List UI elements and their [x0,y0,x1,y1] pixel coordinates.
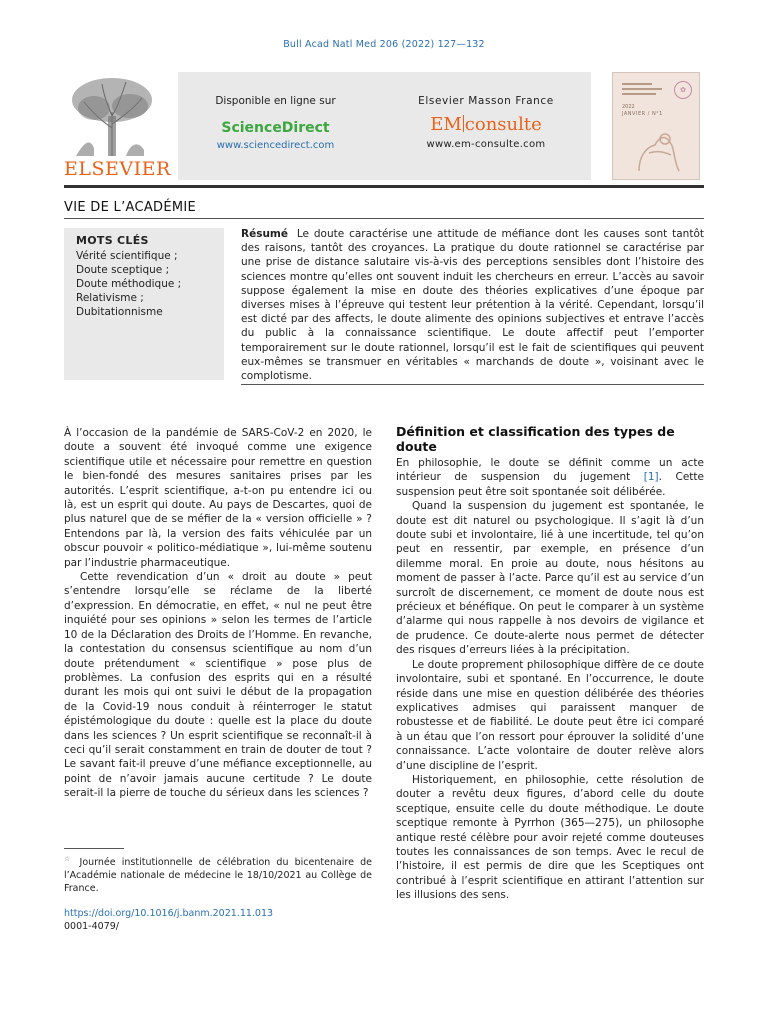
cover-title-line [622,83,652,85]
keywords-list [76,249,181,319]
available-online-label: Disponible en ligne sur [215,95,336,107]
cover-year: 2022 [622,104,635,110]
header-rule [64,185,704,188]
paragraph-text: . Cette suspension peut être soit spontanée soit délibérée. [396,471,704,498]
sciencedirect-block [188,95,363,151]
cover-seal-icon: ✿ [674,81,692,99]
issn: 0001-4079/ [64,921,119,932]
keywords-title: MOTS CLÉS [76,234,149,247]
body-paragraph: Le doute proprement philosophique diffère de ce doute involontaire, subi et spontané. En l’occurrence, le doute réside dans une mise en question délibérée des théories explicatives admises qui paraissent manquer de robustesse et de fiabilité. Le doute peut être ici comparé à un étau que l’on ressort pour éprouver la solidité d’une connaissance. L’acte volontaire de douter relève alors d’une discipline de l’esprit. [396,658,704,772]
footnote-text: Journée institutionnelle de célébration du bicentenaire de l’Académie nationale de médecine le 18/10/2021 au Collège de France. [64,857,372,895]
cover-issue: JANVIER / N°1 [622,111,663,117]
abstract-rule [241,384,704,385]
emconsulte-logo[interactable] [391,114,581,135]
reference-link[interactable]: [1] [643,471,659,484]
section-title: VIE DE L’ACADÉMIE [64,200,197,215]
keyword-item: Doute sceptique ; [76,264,170,276]
footnote-rule [64,848,124,849]
body-paragraph [396,456,704,499]
keywords-box [64,228,224,380]
section-heading: Définition et classification des types de doute [396,424,675,454]
doi-link[interactable]: https://doi.org/10.1016/j.banm.2021.11.013 [64,908,274,919]
cover-illustration [629,125,689,173]
keyword-item: Vérité scientifique ; [76,250,178,262]
body-paragraph: Historiquement, en philosophie, cette résolution de douter a revêtu deux figures, d’abord celle du doute sceptique, ensuite celle du doute méthodique. Le doute sceptique remonte à Pyrrhon (365—275), un philosophe antique resté célèbre pour avoir rejeté comme douteuses toutes les connaissances de son temps. Avec le recul de l’histoire, il est permis de dire que les Sceptiques ont contribué à l’esprit scientifique en attirant l’attention sur les illusions des sens. [396,773,704,902]
cover-title-line [622,93,656,95]
em-logo-divider [463,115,464,132]
sciencedirect-link[interactable]: www.sciencedirect.com [216,140,335,151]
elsevier-masson-label: Elsevier Masson France [418,95,554,107]
footnote-mark: ☆ [64,855,74,863]
abstract-text: Le doute caractérise une attitude de méfiance dont les causes sont tantôt des raisons, tantôt des croyances. La pratique du doute rationnel se caractérise par une prise de distance salutaire vis-à-vis des perceptions sensibles dont l’histoire des sciences montre qu’elles ont souvent induit les chercheurs en erreur. L’accès au savoir suppose également la mise en doute des théories explicatives d’une époque par diverses mises à l’épreuve qui testent leur prétention à la vérité. Cependant, lorsqu’il est dicté par des affects, le doute alimente des opinions subjectives et entrave l’accès du public à la connaissance scientifique. Le doute affectif peut l’emporter temporairement sur le doute rationnel, lorsqu’il est le fait de scientifiques qui peuvent eux-mêmes se transmuer en véritables « marchands de doute », voisinant avec le complotisme. [241,228,704,383]
footnote [64,853,372,895]
journal-citation[interactable]: Bull Acad Natl Med 206 (2022) 127—132 [283,39,485,50]
em-logo-part1: EM [430,114,462,135]
body-right-column [396,456,704,903]
keyword-item: Dubitationnisme [76,306,163,318]
section-rule [64,218,704,219]
keyword-item: Relativisme ; [76,292,144,304]
journal-cover-thumbnail[interactable] [612,72,700,180]
paragraph-text: En philosophie, le doute se définit comme un acte intérieur de suspension du jugement [396,457,704,484]
abstract [241,227,704,383]
emconsulte-link[interactable]: www.em-consulte.com [426,139,546,150]
keyword-item: Doute méthodique ; [76,278,182,290]
elsevier-logo-text: ELSEVIER [64,158,171,180]
sciencedirect-logo[interactable]: ScienceDirect [221,120,330,136]
em-logo-part2: consulte [464,114,542,135]
emconsulte-block [391,95,581,150]
cover-title-line [622,88,662,90]
body-left-column [64,426,372,801]
abstract-label: Résumé [241,228,288,240]
body-paragraph: Cette revendication d’un « droit au doute » peut s’entendre lorsqu’elle se réclame de la liberté d’expression. En démocratie, en effet, « nul ne peut être inquiété pour ses opinions » selon les termes de l’article 10 de la Déclaration des Droits de l’Homme. En revanche, la contestation du consensus scientifique au nom d’un doute prétendument « scientifique » pose plus de problèmes. La confusion des esprits qui en a résulté durant les mois qui ont suivi le début de la propagation de la Covid-19 nous conduit à réinterroger le statut épistémologique du doute : quelle est la place du doute dans les sciences ? Un esprit scientifique se reconnaît-il à ceci qu’il serait constamment en train de douter de tout ? Le savant fait-il preuve d’une méfiance exceptionnelle, au point de n’avoir jamais aucune certitude ? Le doute serait-il la pierre de touche du sérieux dans les sciences ? [64,571,372,800]
body-paragraph: Quand la suspension du jugement est spontanée, le doute est dit naturel ou psychologique. Il s’agit là d’un doute subi et involontaire, lié à une incertitude, tel qu’on peut en ressentir, par exemple, en présence d’un dilemme moral. En proie au doute, nous hésitons au moment de passer à l’acte. Parce qu’il est au service d’un surcroît de discernement, ce moment de doute nous est précieux et bénéfique. On peut le comparer à un système d’alarme qui nous rappelle à nos devoirs de vigilance et de prudence. Ce doute-alerte nous permet de détecter des risques d’erreurs liées à la précipitation. [396,500,704,657]
publisher-banner [178,72,591,180]
body-paragraph: À l’occasion de la pandémie de SARS-CoV-2 en 2020, le doute a souvent été invoqué comme une exigence scientifique utile et nécessaire pour remettre en question le bien-fondé des mesures sanitaires prises par les autorités. L’esprit scientifique, a-t-on pu entendre ici ou là, est un esprit qui doute. Au pays de Descartes, quoi de plus naturel que de se méfier de la « version officielle » ? Entendons par là, la version des faits véhiculée par un obscur pouvoir « politico-médiatique », lui-même soutenu par l’industrie pharmaceutique. [64,427,372,569]
